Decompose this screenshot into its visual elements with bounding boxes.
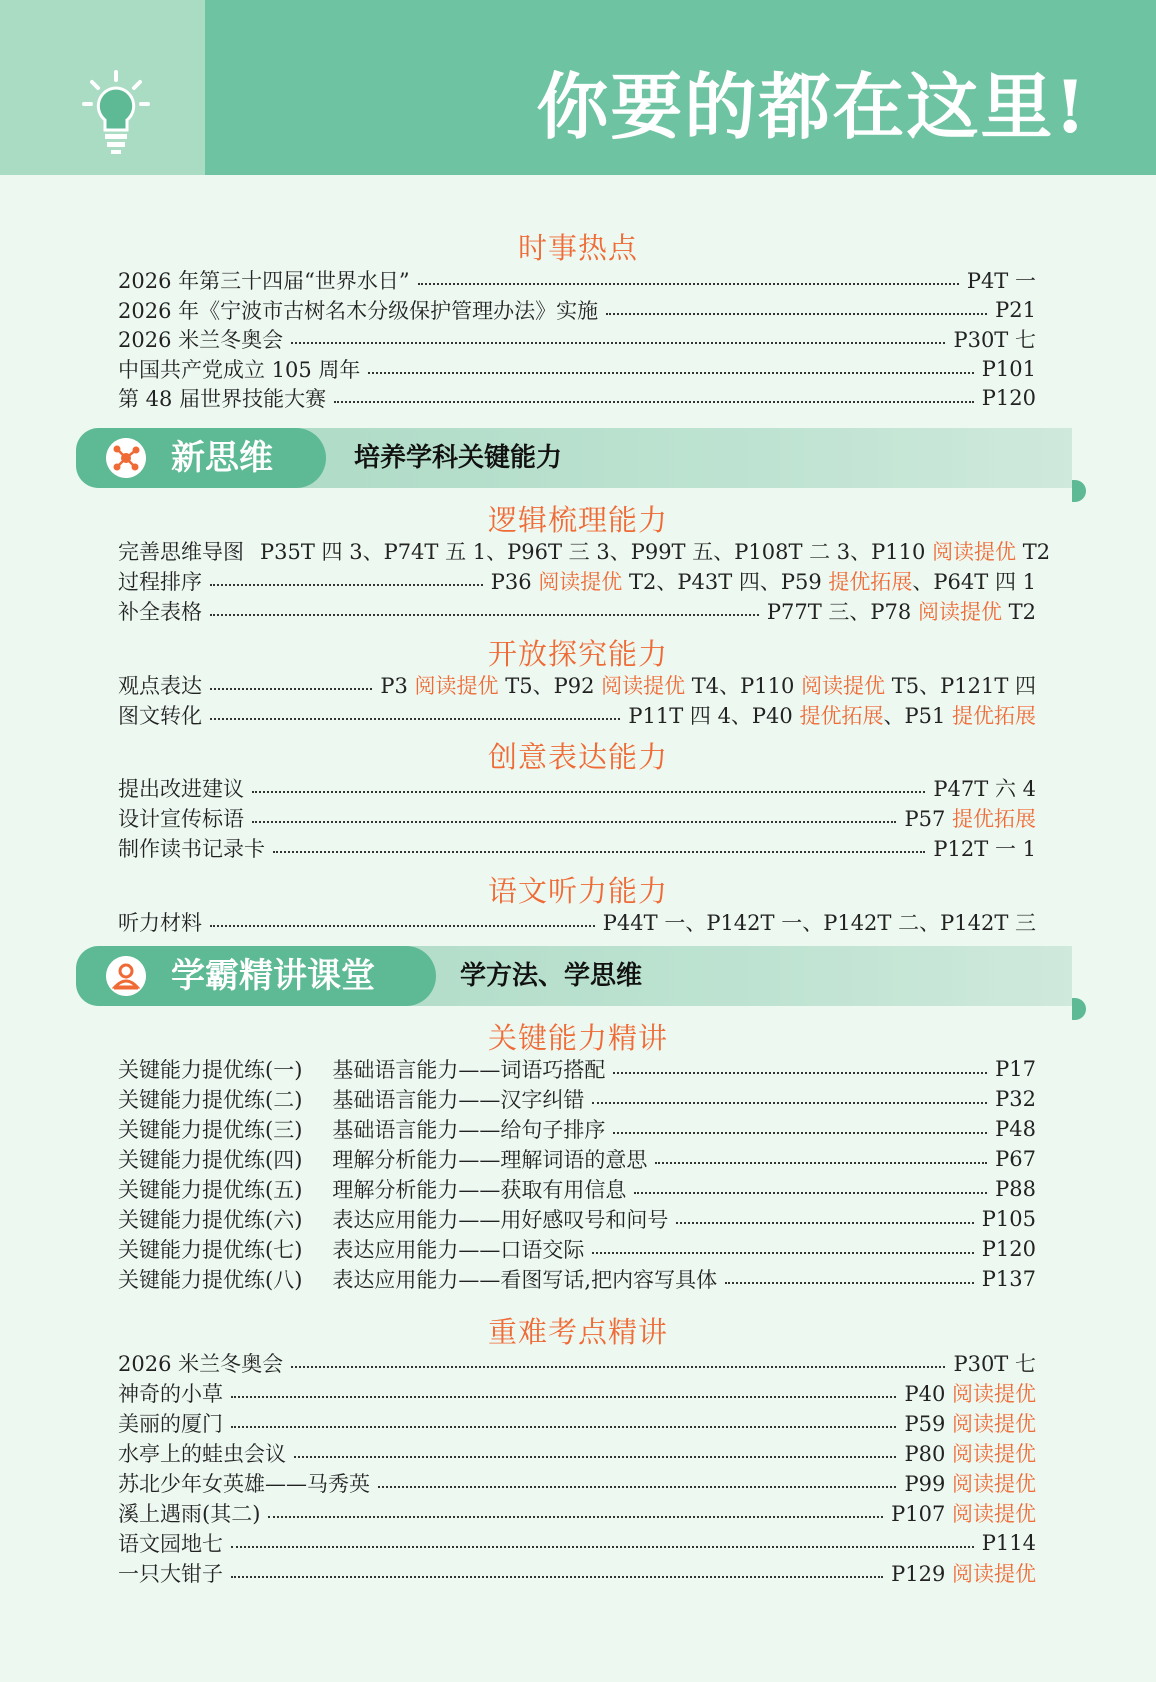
toc-entry-title: 关键能力提优练(四) xyxy=(118,1148,303,1172)
page-ref-part: 阅读提优 xyxy=(952,1412,1036,1436)
toc-entry-title: 关键能力提优练(七) xyxy=(118,1238,303,1262)
dot-leader xyxy=(606,313,987,315)
page-ref-part: 阅读提优 xyxy=(538,570,623,594)
toc-page-ref: P48 xyxy=(995,1117,1036,1141)
toc-row xyxy=(118,1378,1036,1408)
toc-row xyxy=(118,1054,1036,1084)
page-ref-part: 阅读提优 xyxy=(952,1502,1036,1526)
dot-leader xyxy=(613,1072,987,1074)
dot-leader xyxy=(268,1516,883,1518)
page-ref-part: 阅读提优 xyxy=(952,1442,1036,1466)
toc-page-ref xyxy=(628,700,1036,730)
toc-row xyxy=(118,1144,1036,1174)
dot-leader xyxy=(634,1192,987,1194)
toc-row xyxy=(118,265,1036,295)
toc-entry-title: 图文转化 xyxy=(118,704,202,728)
toc-entry-subtitle: 理解分析能力——理解词语的意思 xyxy=(332,1148,648,1172)
toc-page-ref: P137 xyxy=(981,1267,1036,1291)
toc-page-ref xyxy=(904,803,1036,833)
toc-entry-title: 听力材料 xyxy=(118,911,202,935)
dot-leader xyxy=(231,1546,974,1548)
page-ref-part: 提优拓展 xyxy=(952,704,1036,728)
dot-leader xyxy=(378,1486,896,1488)
dot-leader xyxy=(613,1132,987,1134)
toc-entry-title: 神奇的小草 xyxy=(118,1382,223,1406)
page-ref-part: 提优拓展 xyxy=(828,570,913,594)
toc-row xyxy=(118,1528,1036,1558)
toc-page-ref xyxy=(767,596,1036,626)
section-title-key-points: 重难考点精讲 xyxy=(487,1315,668,1349)
toc-row xyxy=(118,1408,1036,1438)
toc-row xyxy=(118,803,1036,833)
toc-entry-title: 一只大钳子 xyxy=(118,1562,223,1586)
toc-entry-subtitle: 基础语言能力——汉字纠错 xyxy=(332,1088,585,1112)
page-title: 你要的都在这里! xyxy=(536,64,1088,149)
network-icon xyxy=(106,438,146,478)
toc-entry-title: 补全表格 xyxy=(118,600,202,624)
banner-label: 学霸精讲课堂 xyxy=(171,956,375,996)
toc-page-ref xyxy=(904,1468,1036,1498)
toc-row xyxy=(118,1438,1036,1468)
page-ref-part: 阅读提优 xyxy=(414,674,499,698)
page-ref-part: 阅读提优 xyxy=(952,1382,1036,1406)
toc-entry-title: 关键能力提优练(二) xyxy=(118,1088,303,1112)
toc-page-ref xyxy=(933,773,1036,803)
toc-page-ref xyxy=(904,1378,1036,1408)
toc-entry-title: 观点表达 xyxy=(118,674,202,698)
dot-leader xyxy=(210,584,483,586)
toc-row xyxy=(118,1498,1036,1528)
page-ref-part: P77T 三、P78 xyxy=(766,600,918,624)
toc-page-ref: P120 xyxy=(981,386,1036,410)
toc-page-ref xyxy=(260,536,1050,566)
dot-leader xyxy=(210,925,595,927)
toc-entry-title: 2026 米兰冬奥会 xyxy=(118,1352,284,1376)
toc-row xyxy=(118,1348,1036,1378)
toc-entry-title: 设计宣传标语 xyxy=(118,807,244,831)
toc-entry-title: 中国共产党成立 105 周年 xyxy=(118,357,361,382)
toc-row xyxy=(118,700,1036,730)
page-ref-part: P47T 六 4 xyxy=(933,777,1036,801)
section-title-current-affairs: 时事热点 xyxy=(517,231,638,265)
page-ref-part: P30T 七 xyxy=(953,1352,1036,1376)
toc-row xyxy=(118,1204,1036,1234)
toc-entry-subtitle: 表达应用能力——口语交际 xyxy=(332,1238,585,1262)
toc-row xyxy=(118,324,1036,354)
toc-entry-title: 提出改进建议 xyxy=(118,777,244,801)
toc-row xyxy=(118,1468,1036,1498)
toc-entry-subtitle: 基础语言能力——给句子排序 xyxy=(332,1118,606,1142)
page-ref-part: P114 xyxy=(981,1531,1036,1555)
dot-leader xyxy=(291,342,945,344)
toc-row xyxy=(118,1174,1036,1204)
page-ref-part: P80 xyxy=(904,1442,952,1466)
toc-row xyxy=(118,1084,1036,1114)
toc-page-ref xyxy=(380,670,1036,700)
section-title-listening: 语文听力能力 xyxy=(487,874,668,908)
toc-page-ref: P88 xyxy=(995,1177,1036,1201)
banner-subtitle: 学方法、学思维 xyxy=(460,961,643,991)
page-ref-part: 阅读提优 xyxy=(601,674,686,698)
toc-row xyxy=(118,670,1036,700)
dot-leader xyxy=(676,1222,973,1224)
toc-page-ref xyxy=(491,566,1036,596)
toc-page-ref xyxy=(904,1408,1036,1438)
toc-entry-title: 溪上遇雨(其二) xyxy=(118,1502,261,1526)
banner-subtitle: 培养学科关键能力 xyxy=(354,443,563,473)
toc-page-ref xyxy=(891,1558,1036,1588)
lightbulb-icon xyxy=(82,68,150,158)
toc-page-ref: P67 xyxy=(995,1147,1036,1171)
dot-leader xyxy=(252,791,925,793)
dot-leader xyxy=(252,821,896,823)
dot-leader xyxy=(291,1366,945,1368)
toc-entry-title: 2026 年《宁波市古树名木分级保护管理办法》实施 xyxy=(118,298,599,323)
toc-page-ref xyxy=(982,1531,1036,1555)
toc-row xyxy=(118,773,1036,803)
dot-leader xyxy=(210,688,372,690)
toc-entry-title: 美丽的厦门 xyxy=(118,1412,223,1436)
dot-leader xyxy=(231,1396,896,1398)
page-ref-part: P107 xyxy=(891,1502,952,1526)
page-ref-part: P3 xyxy=(380,674,415,698)
page-ref-part: P40 xyxy=(904,1382,952,1406)
page-ref-part: P129 xyxy=(891,1562,952,1586)
toc-page-ref: P17 xyxy=(995,1057,1036,1081)
toc-page-ref xyxy=(904,1438,1036,1468)
toc-row xyxy=(118,1234,1036,1264)
page-ref-part: P11T 四 4、P40 xyxy=(628,704,800,728)
toc-page-ref xyxy=(933,833,1036,863)
page-ref-part: 阅读提优 xyxy=(932,540,1017,564)
page-ref-part: 提优拓展 xyxy=(799,704,884,728)
page-ref-part: T5、P121T 四 xyxy=(885,674,1036,698)
page-ref-part: T5、P92 xyxy=(498,674,602,698)
page-ref-part: 、P51 xyxy=(883,704,952,728)
toc-row xyxy=(118,383,1036,413)
toc-entry-title: 关键能力提优练(五) xyxy=(118,1178,303,1202)
page-ref-part: 阅读提优 xyxy=(801,674,886,698)
page-ref-part: P35T 四 3、P74T 五 1、P96T 三 3、P99T 五、P108T 二 3、P110 xyxy=(260,540,933,564)
toc-entry-title: 制作读书记录卡 xyxy=(118,837,265,861)
toc-entry-subtitle: 理解分析能力——获取有用信息 xyxy=(332,1178,627,1202)
dot-leader xyxy=(655,1162,987,1164)
section-title-logic: 逻辑梳理能力 xyxy=(487,503,668,537)
section-title-creative: 创意表达能力 xyxy=(487,740,668,774)
toc-entry-subtitle: 表达应用能力——看图写话,把内容写具体 xyxy=(332,1268,718,1292)
person-icon xyxy=(106,956,146,996)
toc-entry-title: 关键能力提优练(六) xyxy=(118,1208,303,1232)
page-ref-part: 提优拓展 xyxy=(952,807,1036,831)
dot-leader xyxy=(725,1282,974,1284)
dot-leader xyxy=(418,283,959,285)
dot-leader xyxy=(592,1102,987,1104)
banner-label: 新思维 xyxy=(171,438,273,478)
toc-entry-title: 语文园地七 xyxy=(118,1532,223,1556)
toc-page-ref: P4T 一 xyxy=(966,269,1036,293)
page-ref-part: T2、P43T 四、P59 xyxy=(622,570,829,594)
toc-entry-title: 苏北少年女英雄——马秀英 xyxy=(118,1472,370,1496)
toc-row xyxy=(118,1558,1036,1588)
page-ref-part: 阅读提优 xyxy=(917,600,1002,624)
page-ref-part: P12T 一 1 xyxy=(933,837,1036,861)
page-header xyxy=(0,0,1156,175)
toc-page-ref xyxy=(953,1348,1036,1378)
page-ref-part: 阅读提优 xyxy=(952,1472,1036,1496)
page-ref-part: T2 xyxy=(1016,540,1051,564)
toc-row xyxy=(118,295,1036,325)
toc-row xyxy=(118,907,1036,937)
toc-page-ref: P32 xyxy=(995,1087,1036,1111)
dot-leader xyxy=(592,1252,973,1254)
toc-row xyxy=(118,1264,1036,1294)
toc-entry-title: 过程排序 xyxy=(118,570,202,594)
toc-entry-title: 第 48 届世界技能大赛 xyxy=(118,387,327,411)
toc-row xyxy=(118,536,1051,566)
toc-entry-title: 2026 米兰冬奥会 xyxy=(118,328,284,352)
page-ref-part: T2 xyxy=(1001,600,1036,624)
toc-row xyxy=(118,1114,1036,1144)
page-ref-part: P59 xyxy=(904,1412,952,1436)
toc-entry-subtitle: 基础语言能力——词语巧搭配 xyxy=(332,1058,606,1082)
page-ref-part: P44T 一、P142T 一、P142T 二、P142T 三 xyxy=(602,911,1036,935)
toc-entry-title: 2026 年第三十四届“世界水日” xyxy=(118,269,410,293)
dot-leader xyxy=(368,372,973,374)
toc-page-ref xyxy=(891,1498,1036,1528)
toc-entry-title: 关键能力提优练(八) xyxy=(118,1268,303,1292)
dot-leader xyxy=(334,401,974,403)
toc-page-ref: P120 xyxy=(981,1237,1036,1261)
toc-page-ref: P105 xyxy=(981,1207,1036,1231)
toc-entry-title: 完善思维导图 xyxy=(118,540,244,564)
toc-page-ref: P101 xyxy=(981,356,1036,381)
toc-page-ref xyxy=(603,907,1036,937)
dot-leader xyxy=(210,614,759,616)
page-ref-part: 阅读提优 xyxy=(952,1562,1036,1586)
dot-leader xyxy=(231,1426,896,1428)
toc-row xyxy=(118,566,1036,596)
banner-master-class xyxy=(76,946,1072,1006)
toc-row xyxy=(118,596,1036,626)
toc-entry-title: 关键能力提优练(三) xyxy=(118,1118,303,1142)
page-ref-part: T4、P110 xyxy=(685,674,802,698)
toc-row xyxy=(118,833,1036,863)
toc-row xyxy=(118,354,1036,384)
page-ref-part: P57 xyxy=(904,807,952,831)
banner-new-thinking xyxy=(76,428,1072,488)
dot-leader xyxy=(294,1456,896,1458)
section-title-key-skills: 关键能力精讲 xyxy=(487,1021,668,1055)
dot-leader xyxy=(210,718,620,720)
toc-entry-subtitle: 表达应用能力——用好感叹号和问号 xyxy=(332,1208,669,1232)
page-ref-part: P36 xyxy=(490,570,539,594)
page-ref-part: 、P64T 四 1 xyxy=(912,570,1036,594)
toc-entry-title: 关键能力提优练(一) xyxy=(118,1058,303,1082)
section-title-exploration: 开放探究能力 xyxy=(487,637,668,671)
dot-leader xyxy=(231,1576,883,1578)
dot-leader xyxy=(273,851,925,853)
toc-page-ref: P30T 七 xyxy=(953,328,1036,352)
page-ref-part: P99 xyxy=(904,1472,952,1496)
toc-entry-title: 水亭上的蛙虫会议 xyxy=(118,1442,286,1466)
toc-page-ref: P21 xyxy=(995,297,1036,322)
